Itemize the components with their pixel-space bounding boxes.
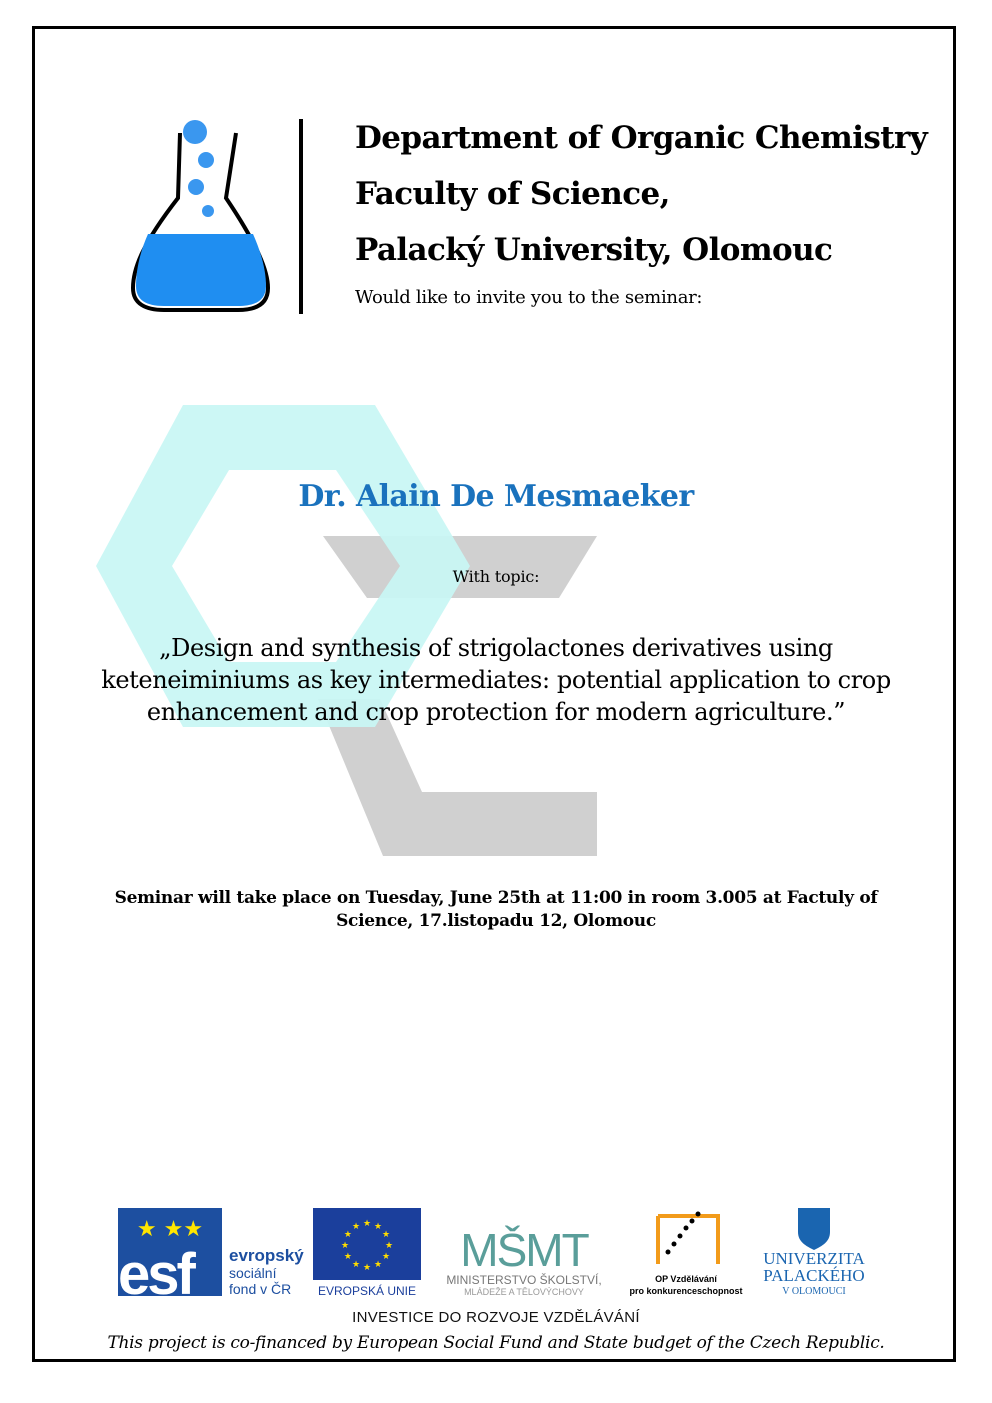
seminar-place-time: Seminar will take place on Tuesday, June 25th at 11:00 in room 3.005 at Factuly of Science, 17.listopadu 12, Olomouc — [114, 888, 878, 931]
partner-logos — [118, 1204, 888, 1304]
eu-star: ★ — [343, 1230, 352, 1240]
eu-star: ★ — [340, 1241, 350, 1251]
esf-line1: evropský — [229, 1246, 304, 1265]
cofinance-note: This project is co-financed by European Social Fund and State budget of the Czech Republic. — [107, 1333, 885, 1353]
msmt-mark: MŠMT — [460, 1224, 588, 1276]
upol-line1: UNIVERZITA — [763, 1249, 865, 1268]
esf-logo — [118, 1208, 304, 1304]
esf-stars-icon: ★ ★★ — [136, 1217, 204, 1242]
msmt-logo — [446, 1224, 601, 1297]
eu-star: ★ — [351, 1221, 361, 1232]
flask-icon — [128, 118, 278, 313]
eu-star: ★ — [362, 1263, 372, 1273]
op-line2: pro konkurenceschopnost — [629, 1286, 743, 1296]
eu-logo — [313, 1208, 421, 1298]
op-line1: OP Vzdělávání — [655, 1274, 717, 1284]
eu-star: ★ — [362, 1219, 372, 1229]
eu-star: ★ — [351, 1260, 361, 1271]
esf-line2: sociální — [229, 1265, 277, 1281]
eu-label: EVROPSKÁ UNIE — [317, 1284, 417, 1298]
upol-line3: V OLOMOUCI — [782, 1286, 846, 1297]
faculty-title: Faculty of Science, — [355, 176, 670, 212]
eu-star: ★ — [373, 1260, 383, 1271]
msmt-line1: MINISTERSTVO ŠKOLSTVÍ, — [446, 1273, 602, 1287]
esf-line3: fond v ČR — [229, 1281, 292, 1297]
upol-line2: PALACKÉHO — [763, 1266, 865, 1285]
eu-star: ★ — [384, 1241, 394, 1251]
speaker-name: Dr. Alain De Mesmaeker — [298, 479, 694, 514]
header-divider — [299, 119, 303, 314]
invitation-text: Would like to invite you to the seminar: — [355, 287, 703, 308]
eu-star: ★ — [382, 1252, 391, 1262]
esf-mark: esf — [118, 1242, 193, 1304]
department-title: Department of Organic Chemistry — [355, 120, 928, 156]
eu-star: ★ — [343, 1252, 352, 1262]
with-topic-label: With topic: — [452, 567, 540, 586]
op-logo — [629, 1212, 742, 1297]
eu-star: ★ — [373, 1221, 383, 1232]
eu-star: ★ — [382, 1230, 391, 1240]
msmt-line2: MLÁDEŽE A TĚLOVÝCHOVY — [464, 1287, 584, 1297]
investice-slogan: INVESTICE DO ROZVOJE VZDĚLÁVÁNÍ — [352, 1309, 640, 1326]
upol-logo — [763, 1208, 865, 1297]
university-title: Palacký University, Olomouc — [355, 232, 833, 268]
seminar-topic: „Design and synthesis of strigolactones derivatives using keteneiminiums as key intermediates: potential application to crop enhancement and crop protection for modern agriculture.” — [101, 634, 891, 726]
